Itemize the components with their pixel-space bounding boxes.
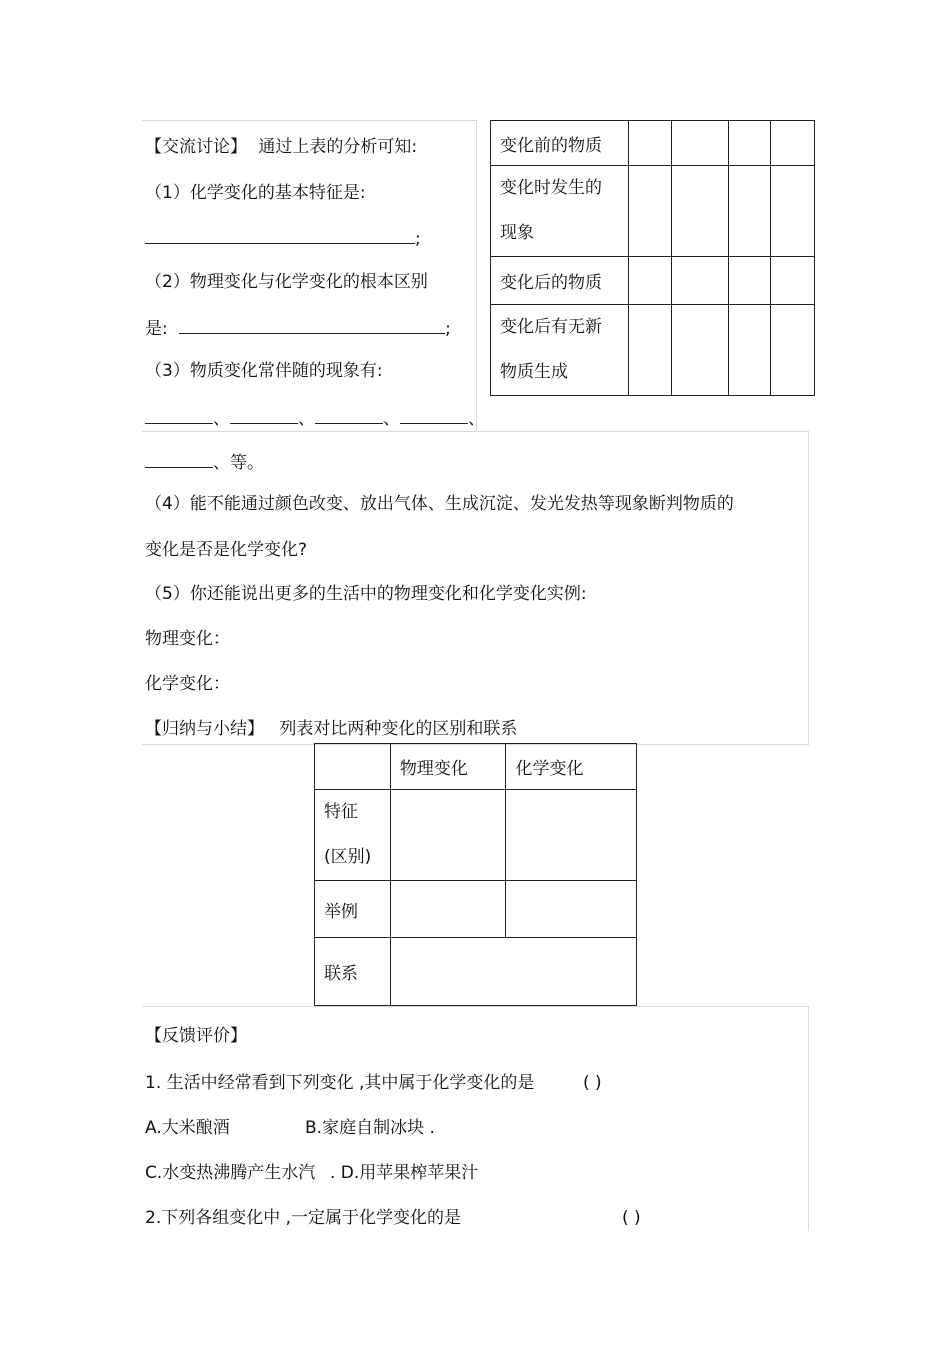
option-c[interactable]: C.水变热沸腾产生水汽 bbox=[145, 1163, 316, 1183]
row-label-line: 现象 bbox=[500, 223, 534, 243]
question-1: （1）化学变化的基本特征是: bbox=[145, 183, 366, 203]
analysis-row bbox=[491, 305, 815, 396]
empty-corner-cell bbox=[315, 744, 391, 790]
semicolon: ; bbox=[445, 319, 451, 339]
answer-blank[interactable] bbox=[400, 407, 468, 424]
row-label-relation: 联系 bbox=[315, 938, 391, 1006]
empty-cell[interactable] bbox=[628, 305, 671, 396]
feedback-question-1-paren: ( ) bbox=[583, 1073, 602, 1093]
chemical-change-label: 化学变化： bbox=[145, 674, 230, 694]
empty-cell[interactable] bbox=[390, 881, 506, 938]
empty-cell[interactable] bbox=[506, 790, 637, 881]
empty-cell[interactable] bbox=[628, 121, 671, 166]
summary-heading-line bbox=[145, 718, 517, 740]
row-label-line: 特征 bbox=[324, 802, 358, 822]
feedback-question-2-paren: ( ) bbox=[622, 1208, 641, 1228]
answer-blank[interactable] bbox=[145, 407, 213, 424]
option-a[interactable]: A.大米酿酒 bbox=[145, 1118, 230, 1138]
empty-cell[interactable] bbox=[390, 938, 636, 1006]
separator: 、 bbox=[383, 409, 400, 429]
answer-blank[interactable] bbox=[179, 317, 445, 334]
row-label-line: (区别) bbox=[324, 847, 372, 867]
summary-heading: 【归纳与小结】 bbox=[145, 719, 264, 739]
option-b[interactable]: B.家庭自制冰块 . bbox=[305, 1118, 435, 1138]
discussion-heading: 【交流讨论】 bbox=[145, 137, 247, 157]
feedback-question-2: 2.下列各组变化中 ,一定属于化学变化的是 bbox=[145, 1208, 462, 1228]
empty-cell[interactable] bbox=[771, 121, 815, 166]
empty-cell[interactable] bbox=[729, 305, 771, 396]
empty-cell[interactable] bbox=[628, 257, 671, 305]
row-label: 变化后的物质 bbox=[491, 257, 629, 305]
empty-cell[interactable] bbox=[729, 166, 771, 257]
question-3-blanks-row-2 bbox=[145, 451, 264, 474]
question-1-answer-line bbox=[145, 227, 421, 250]
discussion-intro: 通过上表的分析可知: bbox=[258, 137, 418, 157]
row-label-example: 举例 bbox=[315, 881, 391, 938]
question-3-end: 、等。 bbox=[213, 453, 264, 473]
empty-cell[interactable] bbox=[506, 881, 637, 938]
answer-blank[interactable] bbox=[230, 407, 298, 424]
row-label-feature bbox=[315, 790, 391, 881]
question-2-answer-line bbox=[145, 317, 451, 340]
physical-change-label: 物理变化： bbox=[145, 629, 230, 649]
question-3: （3）物质变化常伴随的现象有: bbox=[145, 361, 383, 381]
row-label-line: 物质生成 bbox=[500, 362, 568, 382]
option-d[interactable]: . D.用苹果榨苹果汁 bbox=[330, 1163, 479, 1183]
separator: 、 bbox=[468, 409, 485, 429]
question-3-blanks-row-1 bbox=[145, 407, 485, 430]
analysis-row bbox=[491, 257, 815, 305]
answer-blank[interactable] bbox=[315, 407, 383, 424]
empty-cell[interactable] bbox=[390, 790, 506, 881]
question-4-line-1: （4）能不能通过颜色改变、放出气体、生成沉淀、发光发热等现象断判物质的 bbox=[145, 494, 734, 514]
answer-blank[interactable] bbox=[145, 451, 213, 468]
answer-blank[interactable] bbox=[145, 227, 415, 244]
analysis-table bbox=[490, 120, 815, 396]
comparison-row-example bbox=[315, 881, 637, 938]
empty-cell[interactable] bbox=[729, 257, 771, 305]
analysis-row bbox=[491, 166, 815, 257]
empty-cell[interactable] bbox=[671, 121, 729, 166]
empty-cell[interactable] bbox=[771, 305, 815, 396]
row-label bbox=[491, 305, 629, 396]
row-label-line: 变化时发生的 bbox=[500, 178, 602, 198]
analysis-row bbox=[491, 121, 815, 166]
comparison-row-feature bbox=[315, 790, 637, 881]
empty-cell[interactable] bbox=[671, 305, 729, 396]
discussion-heading-line bbox=[145, 136, 417, 158]
question-5: （5）你还能说出更多的生活中的物理变化和化学变化实例: bbox=[145, 584, 587, 604]
question-2: （2）物理变化与化学变化的根本区别 bbox=[145, 272, 428, 292]
feedback-heading: 【反馈评价】 bbox=[145, 1026, 247, 1046]
col-header-chemical: 化学变化 bbox=[506, 744, 637, 790]
summary-text: 列表对比两种变化的区别和联系 bbox=[279, 719, 518, 739]
empty-cell[interactable] bbox=[771, 166, 815, 257]
comparison-row-relation bbox=[315, 938, 637, 1006]
semicolon: ; bbox=[415, 229, 421, 249]
question-4-line-2: 变化是否是化学变化? bbox=[145, 540, 308, 560]
row-label: 变化前的物质 bbox=[491, 121, 629, 166]
comparison-header-row bbox=[315, 744, 637, 790]
comparison-table bbox=[314, 743, 637, 1006]
feedback-question-1: 1. 生活中经常看到下列变化 ,其中属于化学变化的是 bbox=[145, 1073, 535, 1093]
empty-cell[interactable] bbox=[771, 257, 815, 305]
separator: 、 bbox=[298, 409, 315, 429]
col-header-physical: 物理变化 bbox=[390, 744, 506, 790]
empty-cell[interactable] bbox=[671, 166, 729, 257]
empty-cell[interactable] bbox=[671, 257, 729, 305]
empty-cell[interactable] bbox=[729, 121, 771, 166]
empty-cell[interactable] bbox=[628, 166, 671, 257]
row-label-line: 变化后有无新 bbox=[500, 317, 602, 337]
separator: 、 bbox=[213, 409, 230, 429]
row-label bbox=[491, 166, 629, 257]
question-2-prefix: 是: bbox=[145, 319, 168, 339]
